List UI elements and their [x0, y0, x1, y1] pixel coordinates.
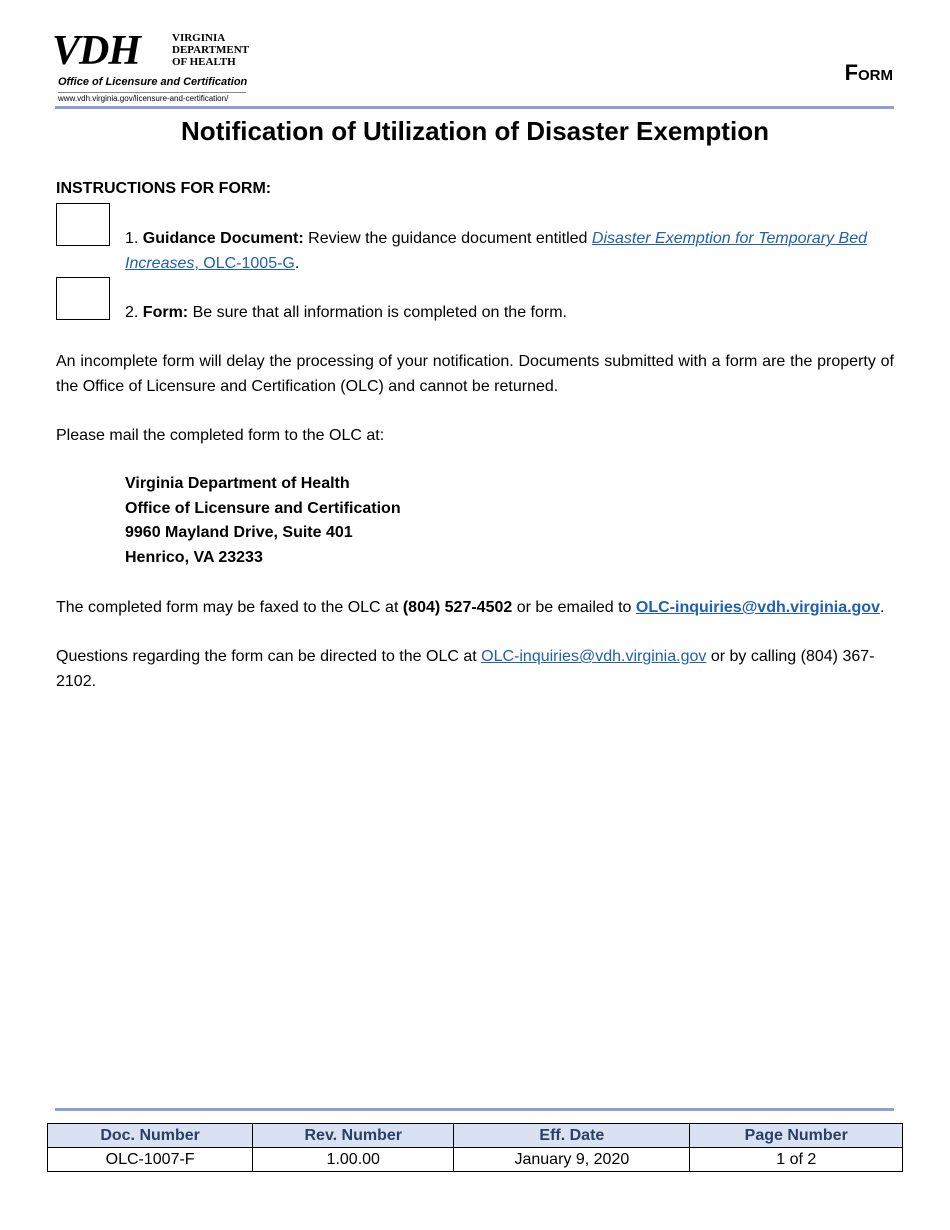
item1-label: Guidance Document: — [142, 230, 304, 247]
eff-date-header: Eff. Date — [454, 1124, 690, 1148]
guidance-document-checkbox[interactable] — [56, 203, 110, 246]
guidance-document-link[interactable]: Disaster Exemption for Temporary Bed Increases, OLC-1005-G — [125, 230, 867, 272]
incomplete-form-notice: An incomplete form will delay the processing of your notification. Documents submitted with a form are the property of the Office of Licensure and Certification (OLC) and cannot be returned. — [56, 353, 894, 395]
questions-contact: Questions regarding the form can be directed to the OLC at OLC-inquiries@vdh.virginia.gov or by calling (804) 367-2102. — [56, 648, 875, 690]
header-rule — [55, 106, 894, 109]
logo-office-text: Office of Licensure and Certification — [58, 76, 248, 88]
page-number-header: Page Number — [690, 1124, 903, 1148]
rev-number-value: 1.00.00 — [253, 1148, 454, 1172]
instruction-item-1: 1. Guidance Document: Review the guidance document entitled Disaster Exemption for Temporary Bed Increases, OLC-1005-G. — [125, 230, 867, 272]
form-label: Form — [844, 60, 893, 85]
instructions-heading: INSTRUCTIONS FOR FORM: — [56, 180, 272, 197]
email-link-bold[interactable]: OLC-inquiries@vdh.virginia.gov — [635, 599, 880, 616]
form-complete-checkbox[interactable] — [56, 277, 110, 320]
table-row — [48, 1148, 903, 1172]
item2-label: Form: — [142, 304, 189, 321]
email-link[interactable]: OLC-inquiries@vdh.virginia.gov — [481, 648, 707, 665]
doc-number-value: OLC-1007-F — [48, 1148, 253, 1172]
eff-date-value: January 9, 2020 — [454, 1148, 690, 1172]
logo-url: www.vdh.virginia.gov/licensure-and-certification/ — [58, 92, 246, 103]
logo-mark: VDH — [52, 28, 141, 74]
instruction-item-2: 2. Form: Be sure that all information is completed on the form. — [125, 304, 567, 321]
page-number-value: 1 of 2 — [690, 1148, 903, 1172]
mail-instructions: Please mail the completed form to the OLC at: — [56, 427, 385, 444]
table-header-row — [48, 1124, 903, 1148]
fax-number: (804) 527-4502 — [402, 599, 513, 616]
fax-email-instructions: The completed form may be faxed to the OLC at (804) 527-4502 or be emailed to OLC-inquiries@vdh.virginia.gov. — [56, 599, 885, 616]
rev-number-header: Rev. Number — [253, 1124, 454, 1148]
doc-number-header: Doc. Number — [48, 1124, 253, 1148]
page-title: Notification of Utilization of Disaster Exemption — [181, 116, 769, 146]
mailing-address: Virginia Department of Health Office of Licensure and Certification 9960 Mayland Drive, Suite 401 Henrico, VA 23233 — [125, 475, 401, 566]
vdh-logo — [52, 30, 252, 104]
footer-rule — [55, 1108, 894, 1111]
logo-department-text: VIRGINIA DEPARTMENT OF HEALTH — [172, 32, 250, 68]
document-info-table — [47, 1123, 903, 1172]
